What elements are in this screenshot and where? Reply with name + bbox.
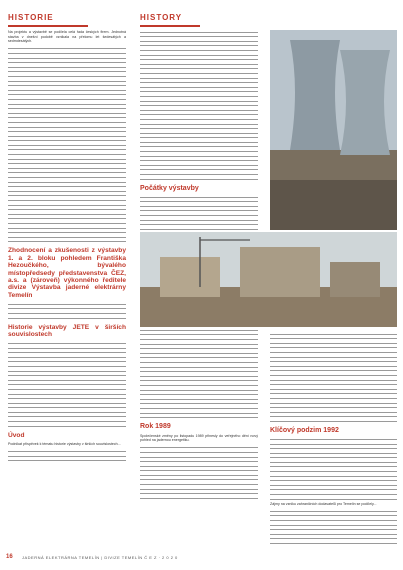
section-heading: Zhodnocení a zkušenosti z výstavby 1. a 2. bloku pohledem Františka Hezoučkého, bývalého místopředsedy představenstva ČEZ, a.s. a (zároveň) výkonného ředitele divize Výstavba jaderné elektrárny Temelín	[8, 247, 126, 299]
section-heading: Rok 1989	[140, 423, 171, 431]
construction-image	[140, 232, 397, 327]
header-bar	[0, 11, 403, 25]
section-heading: Historie výstavby JETE v širších souvislostech	[8, 323, 126, 338]
section-tab-right: HISTORY	[140, 11, 200, 27]
paragraph: Podnikat příspěvek k tématu historie výstavby v širších souvislostech...	[8, 442, 121, 447]
footer-text: JADERNÁ ELEKTRÁRNA TEMELÍN | DIVIZE TEMELÍN Č E Z · 2 0 2 0	[22, 555, 178, 560]
column-1	[8, 30, 126, 463]
photo-cooling-towers	[270, 30, 397, 230]
page-number: 16	[6, 554, 13, 560]
photo-construction-site	[140, 232, 397, 327]
section-heading: Úvod	[8, 431, 25, 439]
section-heading: Počátky výstavby	[140, 184, 199, 192]
paragraph: Zájmy na vzniku zahraničních dodavatelů pro Temelín se podílely...	[270, 501, 377, 506]
column-3	[270, 332, 397, 546]
section-tab-left: HISTORIE	[8, 11, 88, 27]
page-footer	[0, 553, 403, 563]
cooling-tower-image	[270, 30, 397, 230]
section-heading: Klíčový podzim 1992	[270, 426, 339, 434]
paragraph: Společenské změny po listopadu 1989 přinesly do veřejného dění nový pohled na jadernou energetiku.	[140, 433, 258, 443]
paragraph: Na projektu a výstavbě se podílela celá řada českých firem. Jednotná stavba v dnešní podobě vznikala na přelomu let šedesátých a sedmdesátých.	[8, 30, 126, 44]
